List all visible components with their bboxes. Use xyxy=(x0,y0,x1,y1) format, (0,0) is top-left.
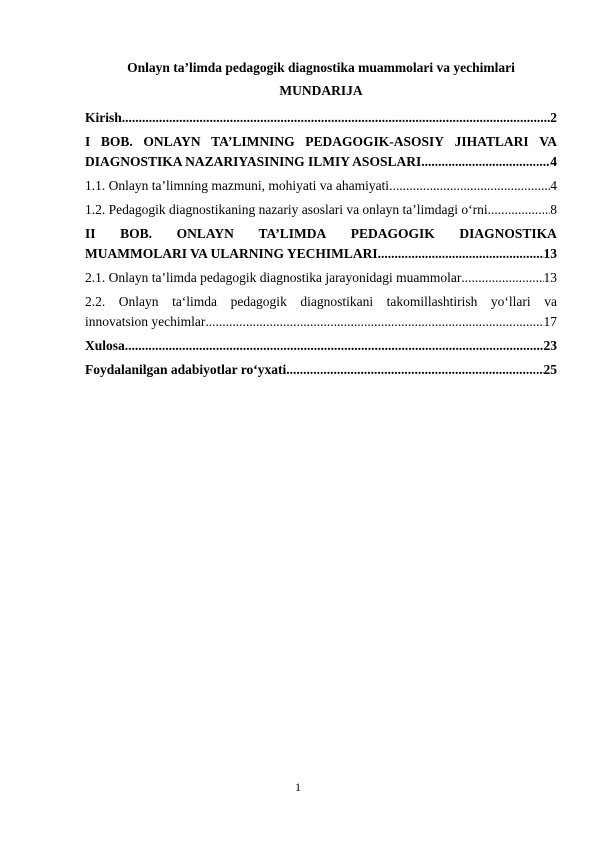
toc-entry-page: 25 xyxy=(543,362,557,377)
toc-entry-page: 13 xyxy=(543,270,557,285)
toc-entry-1-2[interactable] xyxy=(85,200,557,220)
document-title: Onlayn ta’limda pedagogik diagnostika muammolari va yechimlari xyxy=(127,60,515,75)
dot-leader xyxy=(205,312,543,332)
toc-entry-page: 4 xyxy=(550,178,557,193)
toc-entry-line xyxy=(85,152,557,172)
toc-entry-text: DIAGNOSTIKA NAZARIYASINING ILMIY ASOSLARI xyxy=(85,154,422,169)
toc-entry-text: 2.1. Onlayn ta’limda pedagogik diagnostika jarayonidagi muammolar xyxy=(85,270,462,285)
toc-entry-line xyxy=(85,312,557,332)
dot-leader xyxy=(125,336,544,356)
toc-entry-line: II BOB. ONLAYN TA’LIMDA PEDAGOGIK DIAGNOSTIKA xyxy=(85,226,557,241)
toc-entry-line: I BOB. ONLAYN TA’LIMNING PEDAGOGIK-ASOSIY JIHATLARI VA xyxy=(85,134,557,149)
toc-entry-text: Foydalanilgan adabiyotlar ro‘yxati xyxy=(85,362,287,377)
toc-entry-line: 2.2. Onlayn ta‘limda pedagogik diagnostikani takomillashtirish yo‘llari va xyxy=(85,294,557,309)
document-page xyxy=(85,58,557,384)
toc-entry-page: 13 xyxy=(543,246,557,261)
dot-leader xyxy=(389,176,550,196)
page-number: 1 xyxy=(295,780,301,794)
toc-entry-references[interactable] xyxy=(85,360,557,380)
dot-leader xyxy=(122,108,550,128)
toc-entry-text: innovatsion yechimlar xyxy=(85,314,206,329)
toc-entry-text: MUAMMOLARI VA ULARNING YECHIMLARI xyxy=(85,246,378,261)
toc-entry-1-1[interactable] xyxy=(85,176,557,196)
table-of-contents xyxy=(85,108,557,380)
toc-heading: MUNDARIJA xyxy=(279,83,363,98)
toc-entry-text: Xulosa xyxy=(85,338,125,353)
dot-leader xyxy=(286,360,543,380)
toc-entry-page: 2 xyxy=(550,110,557,125)
toc-entry-page: 8 xyxy=(550,202,557,217)
toc-entry-page: 17 xyxy=(543,314,557,329)
toc-entry-chapter-2[interactable] xyxy=(85,224,557,264)
toc-entry-text: 1.1. Onlayn ta’limning mazmuni, mohiyati va ahamiyati xyxy=(85,178,390,193)
dot-leader xyxy=(378,244,544,264)
dot-leader xyxy=(461,268,543,288)
toc-entry-2-1[interactable] xyxy=(85,268,557,288)
toc-entry-text: Kirish xyxy=(85,110,122,125)
toc-entry-2-2[interactable] xyxy=(85,292,557,332)
toc-entry-line xyxy=(85,244,557,264)
toc-entry-text: 1.2. Pedagogik diagnostikaning nazariy asoslari va onlayn ta’limdagi o‘rni xyxy=(85,202,488,217)
toc-entry-kirish[interactable] xyxy=(85,108,557,128)
toc-entry-page: 4 xyxy=(550,154,557,169)
toc-entry-page: 23 xyxy=(543,338,557,353)
dot-leader xyxy=(488,200,551,220)
toc-entry-xulosa[interactable] xyxy=(85,336,557,356)
dot-leader xyxy=(421,152,550,172)
toc-entry-chapter-1[interactable] xyxy=(85,132,557,172)
